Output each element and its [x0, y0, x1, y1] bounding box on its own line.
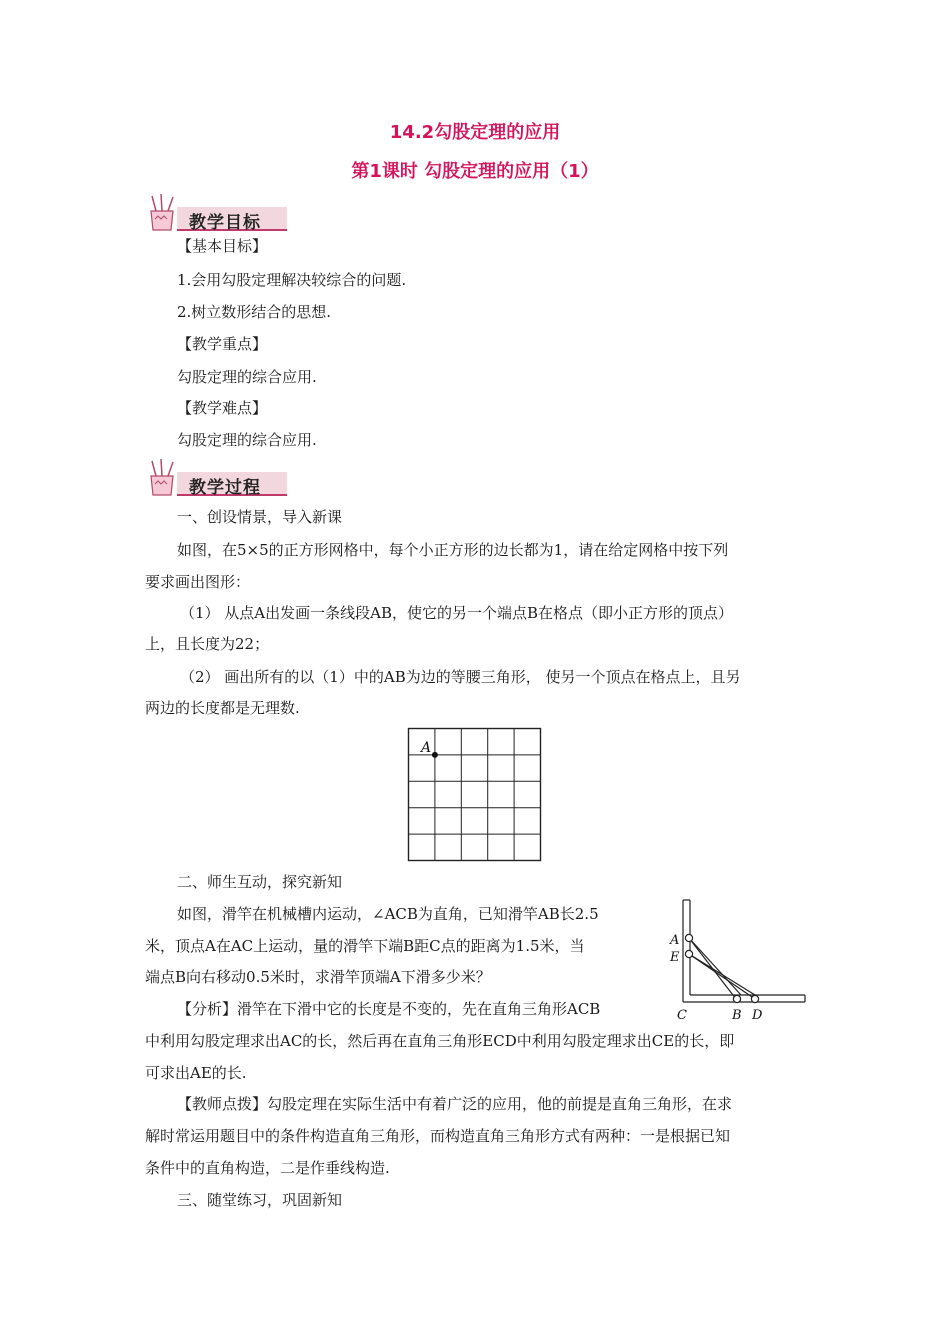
question-line: 两边的长度都是无理数. [145, 699, 300, 717]
section-banner-process [143, 458, 291, 498]
key-point-heading: 【教学重点】 [177, 335, 268, 353]
fig-label-c: C [677, 1008, 687, 1023]
part3-heading: 三、随堂练习，巩固新知 [177, 1191, 343, 1209]
banner-label: 教学过程 [189, 478, 261, 498]
teacher-tip-line: 解时常运用题目中的条件构造直角三角形，而构造直角三角形方式有两种：一是根据已知 [145, 1127, 731, 1145]
goal-item: 2.树立数形结合的思想. [177, 303, 332, 321]
part2-heading: 二、师生互动，探究新知 [177, 873, 343, 891]
fig-label-b: B [732, 1008, 742, 1023]
page-subtitle: 第1课时 勾股定理的应用（1） [351, 161, 599, 182]
analysis-line: 中利用勾股定理求出AC的长，然后再在直角三角形ECD中利用勾股定理求出CE的长，即 [145, 1032, 735, 1050]
point-a [432, 752, 438, 758]
fig-label-d: D [752, 1008, 763, 1023]
paragraph-line: 如图，在5×5的正方形网格中，每个小正方形的边长都为1，请在给定网格中按下列 [177, 541, 729, 559]
sliding-rod-figure [665, 895, 810, 1025]
fig-label-e: E [670, 950, 680, 965]
paragraph-line: 米，顶点A在AC上运动，量的滑竿下端B距C点的距离为1.5米，当 [145, 937, 585, 955]
difficulty-text: 勾股定理的综合应用. [177, 431, 317, 449]
key-point-text: 勾股定理的综合应用. [177, 368, 317, 386]
question-line: 上，且长度为22； [145, 635, 270, 653]
grid-figure [405, 725, 545, 865]
paragraph-line: 如图，滑竿在机械槽内运动，∠ACB为直角，已知滑竿AB长2.5 [177, 905, 599, 923]
banner-label: 教学目标 [189, 213, 261, 233]
difficulty-heading: 【教学难点】 [177, 399, 268, 417]
fig-label-a: A [670, 933, 680, 948]
pen-holder-icon [143, 458, 187, 498]
teacher-tip-line: 条件中的直角构造，二是作垂线构造. [145, 1159, 390, 1177]
section-banner-goals [143, 193, 291, 233]
page-title: 14.2勾股定理的应用 [389, 122, 561, 143]
paragraph-line: 要求画出图形： [145, 573, 251, 591]
paragraph-line: 端点B向右移动0.5米时，求滑竿顶端A下滑多少米？ [145, 968, 491, 986]
teacher-tip-line: 【教师点拨】勾股定理在实际生活中有着广泛的应用，他的前提是直角三角形，在求 [177, 1095, 733, 1113]
grid-label-a: A [421, 740, 432, 756]
pen-holder-icon [143, 193, 187, 233]
analysis-line: 【分析】滑竿在下滑中它的长度是不变的，先在直角三角形ACB [177, 1000, 601, 1018]
question-line: （2） 画出所有的以（1）中的AB为边的等腰三角形， 使另一个顶点在格点上，且另 [180, 668, 741, 686]
basic-goal-heading: 【基本目标】 [177, 237, 268, 255]
question-line: （1） 从点A出发画一条线段AB，使它的另一个端点B在格点（即小正方形的顶点） [180, 604, 734, 622]
goal-item: 1.会用勾股定理解决较综合的问题. [177, 271, 407, 289]
part1-heading: 一、创设情景，导入新课 [177, 508, 343, 526]
analysis-line: 可求出AE的长. [145, 1064, 247, 1082]
